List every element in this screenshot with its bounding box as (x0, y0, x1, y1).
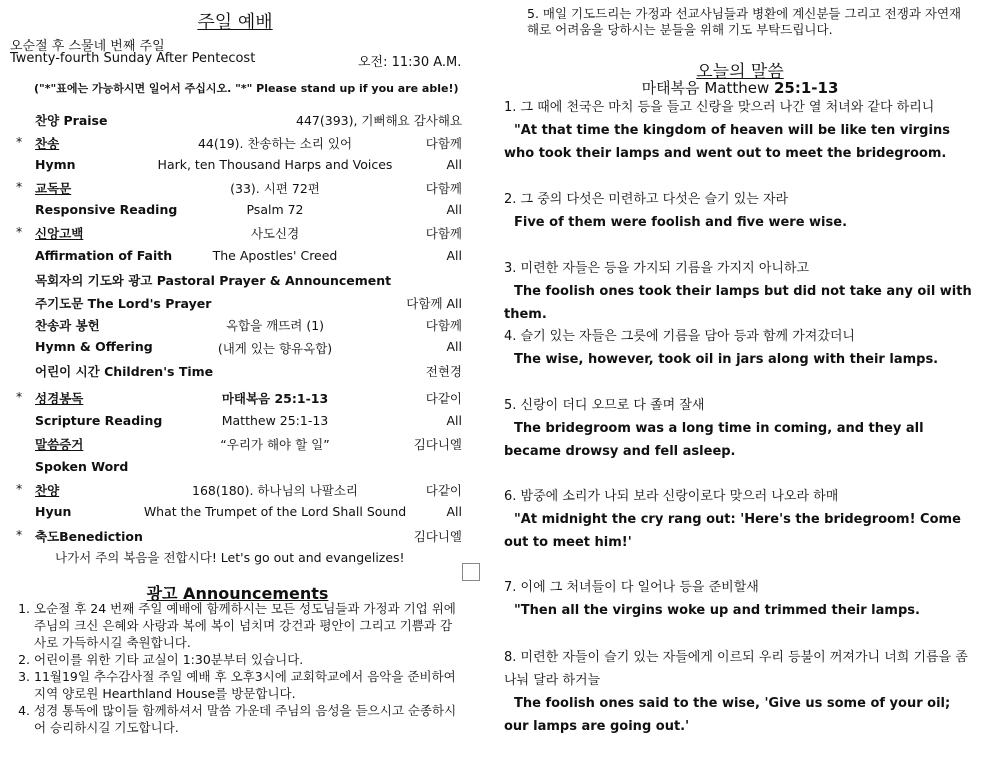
order-item-leader: 다같이 (425, 483, 462, 498)
verse-english: "At midnight the cry rang out: 'Here's the bridegroom! Come out to meet him!' (504, 512, 961, 550)
order-row (0, 111, 480, 131)
verse-english: The bridegroom was a long time in coming, and they all became drowsy and fell asleep. (504, 421, 924, 459)
stand-marker: * (16, 527, 23, 542)
announcements-title: 광고 Announcements (146, 584, 329, 603)
order-item-label: Scripture Reading (35, 413, 163, 428)
order-item-detail: Matthew 25:1-13 (221, 413, 329, 428)
announcement-item: 4. 성경 통독에 많이들 함께하셔서 말씀 가운데 주님의 음성을 듣으시고 순종하시어 승리하시길 기도합니다. (34, 702, 458, 736)
order-item-leader: 447(393), 기뻐해요 감사해요 (296, 113, 462, 128)
order-row (0, 248, 480, 268)
stand-marker: * (16, 224, 23, 239)
order-item-detail: The Apostles' Creed (212, 248, 338, 263)
order-item-detail: 44(19). 찬송하는 소리 있어 (197, 136, 353, 151)
order-item-label: 찬송 (35, 136, 60, 151)
verse-english: "At that time the kingdom of heaven will be like ten virgins who took their lamps and went out to meet the bridegroom. (504, 123, 950, 161)
verse-korean: 6. 밤중에 소리가 나되 보라 신랑이로다 맞으러 나오라 하매 (504, 489, 839, 504)
checkbox[interactable] (462, 563, 480, 581)
verse-korean: 3. 미련한 자들은 등을 가지되 기름을 가지지 아니하고 (504, 261, 810, 276)
order-item-label: Responsive Reading (35, 202, 178, 217)
order-row (0, 316, 480, 336)
order-row (0, 459, 480, 479)
stand-marker: * (16, 389, 23, 404)
announcement-item: 2. 어린이를 위한 기타 교실이 1:30분부터 있습니다. (34, 651, 458, 668)
order-item-leader: 다함께 (425, 181, 462, 196)
verse-item (504, 485, 974, 554)
order-item-leader: 김다니엘 (413, 437, 462, 452)
order-item-leader: All (446, 504, 462, 519)
order-item-leader: All (446, 413, 462, 428)
reference-korean: 마태복음 (641, 79, 705, 97)
verse-korean: 2. 그 중의 다섯은 미련하고 다섯은 슬기 있는 자라 (504, 192, 789, 207)
order-row (0, 157, 480, 177)
order-row (0, 224, 480, 244)
order-item-detail: 옥합을 깨뜨려 (1) (225, 318, 325, 333)
verse-korean: 1. 그 때에 천국은 마치 등을 들고 신랑을 맞으러 나간 열 처녀와 같다 하리니 (504, 100, 935, 115)
order-item-detail: 168(180). 하나님의 나팔소리 (192, 483, 358, 498)
verse-korean: 8. 미련한 자들이 슬기 있는 자들에게 이르되 우리 등불이 꺼져가니 너희 기름을 좀 나눠 달라 하거늘 (504, 650, 968, 688)
stand-marker: * (16, 481, 23, 496)
order-item-detail: 사도신경 (250, 226, 300, 241)
order-item-leader: 다함께 (425, 136, 462, 151)
order-item-detail: Psalm 72 (246, 202, 304, 217)
service-time: 오전: 11:30 A.M. (358, 55, 462, 70)
order-item-label: 축도Benediction (35, 529, 143, 544)
verse-english: The foolish ones took their lamps but did not take any oil with them. (504, 284, 972, 322)
order-item-leader: 전현경 (425, 364, 462, 379)
sendoff-text: 나가서 주의 복음을 전합시다! Let's go out and evangelizes! (55, 550, 405, 565)
order-item-leader: 다함께 (425, 318, 462, 333)
order-item-detail: (33). 시편 72편 (230, 181, 320, 196)
verse-item (504, 576, 974, 622)
order-row (0, 339, 480, 359)
announcement-item: 3. 11월19일 추수감사절 주일 예배 후 오후3시에 교회학교에서 음악을 준비하여 지역 양로원 Hearthland House를 방문합니다. (34, 668, 458, 702)
announcement-item: 1. 오순절 후 24 번째 주일 예배에 함께하시는 모든 성도님들과 가정과 기업 위에 주님의 크신 은혜와 사랑과 복에 복이 넘치며 강건과 평안이 그리고 기쁨과 감사로 가득하시길 축원합니다. (34, 600, 458, 651)
order-row (0, 294, 480, 314)
announcement-5: 5. 매일 기도드리는 가정과 선교사님들과 병환에 계신분들 그리고 전쟁과 자연재해로 어려움을 당하시는 분들을 위해 기도 부탁드립니다. (527, 6, 962, 37)
order-row (0, 134, 480, 154)
order-item-label: 목회자의 기도와 광고 Pastoral Prayer & Announcement (35, 273, 392, 288)
order-item-leader: All (446, 339, 462, 354)
verse-korean: 5. 신랑이 더디 오므로 다 졸며 잘새 (504, 398, 705, 413)
order-row (0, 413, 480, 433)
order-item-label: 주기도문 The Lord's Prayer (35, 296, 212, 311)
verse-item (504, 325, 974, 371)
order-item-label: Hymn (35, 157, 76, 172)
order-item-leader: 다함께 All (406, 296, 462, 311)
order-row (0, 271, 480, 291)
subtitle-korean: 오순절 후 스물네 번째 주일 (10, 39, 165, 54)
order-item-label: 찬양 Praise (35, 113, 108, 128)
verse-english: "Then all the virgins woke up and trimmed their lamps. (514, 603, 920, 618)
verse-korean: 4. 슬기 있는 자들은 그릇에 기름을 담아 등과 함께 가져갔더니 (504, 329, 855, 344)
order-item-detail: Hark, ten Thousand Harps and Voices (157, 157, 393, 172)
order-item-detail: (내게 있는 향유옥합) (217, 341, 333, 356)
stand-marker: * (16, 134, 23, 149)
order-row (0, 389, 480, 409)
verse-korean: 7. 이에 그 처녀들이 다 일어나 등을 준비할새 (504, 580, 759, 595)
stand-marker: * (16, 179, 23, 194)
verse-item (504, 188, 974, 234)
order-item-label: 신앙고백 (35, 226, 84, 241)
order-item-label: Spoken Word (35, 459, 129, 474)
order-item-leader: 김다니엘 (413, 529, 462, 544)
order-item-leader: 다함께 (425, 226, 462, 241)
reference-number: 25:1-13 (773, 79, 839, 97)
reference-english: Matthew (704, 79, 774, 97)
order-item-label: 성경봉독 (35, 391, 84, 406)
order-item-label: 찬양 (35, 483, 60, 498)
reading-title: 오늘의 말씀 (696, 62, 784, 82)
order-item-label: 어린이 시간 Children's Time (35, 364, 214, 379)
order-item-label: Affirmation of Faith (35, 248, 173, 263)
subtitle-english: Twenty-fourth Sunday After Pentecost (10, 51, 256, 66)
order-row (0, 435, 480, 455)
order-item-detail: What the Trumpet of the Lord Shall Sound (143, 504, 407, 519)
announcements-list (18, 600, 458, 736)
stand-note: ("*"표에는 가능하시면 일어서 주십시오. "*" Please stand up if you are able!) (34, 82, 459, 95)
order-item-leader: All (446, 157, 462, 172)
order-item-label: 찬송과 봉헌 (35, 318, 100, 333)
order-row (0, 504, 480, 524)
order-item-detail: 마태복음 25:1-13 (221, 391, 329, 406)
verse-item (504, 394, 974, 463)
order-item-leader: All (446, 248, 462, 263)
verse-item (504, 96, 974, 165)
order-item-detail: “우리가 해야 할 일” (220, 437, 330, 452)
order-item-label: 말씀증거 (35, 437, 84, 452)
verse-english: The wise, however, took oil in jars along with their lamps. (514, 352, 939, 367)
page-title: 주일 예배 (197, 12, 273, 33)
verse-item (504, 257, 974, 326)
order-item-label: Hyun (35, 504, 72, 519)
order-item-label: Hymn & Offering (35, 339, 153, 354)
order-row (0, 202, 480, 222)
reading-reference (500, 77, 980, 98)
verse-english: Five of them were foolish and five were wise. (514, 215, 848, 230)
verse-english: The foolish ones said to the wise, 'Give us some of your oil; our lamps are going out.' (504, 696, 951, 734)
order-row (0, 527, 480, 547)
order-item-leader: All (446, 202, 462, 217)
order-row (0, 362, 480, 382)
order-item-label: 교독문 (35, 181, 72, 196)
order-row (0, 179, 480, 199)
order-item-leader: 다같이 (425, 391, 462, 406)
verse-item (504, 646, 974, 738)
order-row (0, 481, 480, 501)
